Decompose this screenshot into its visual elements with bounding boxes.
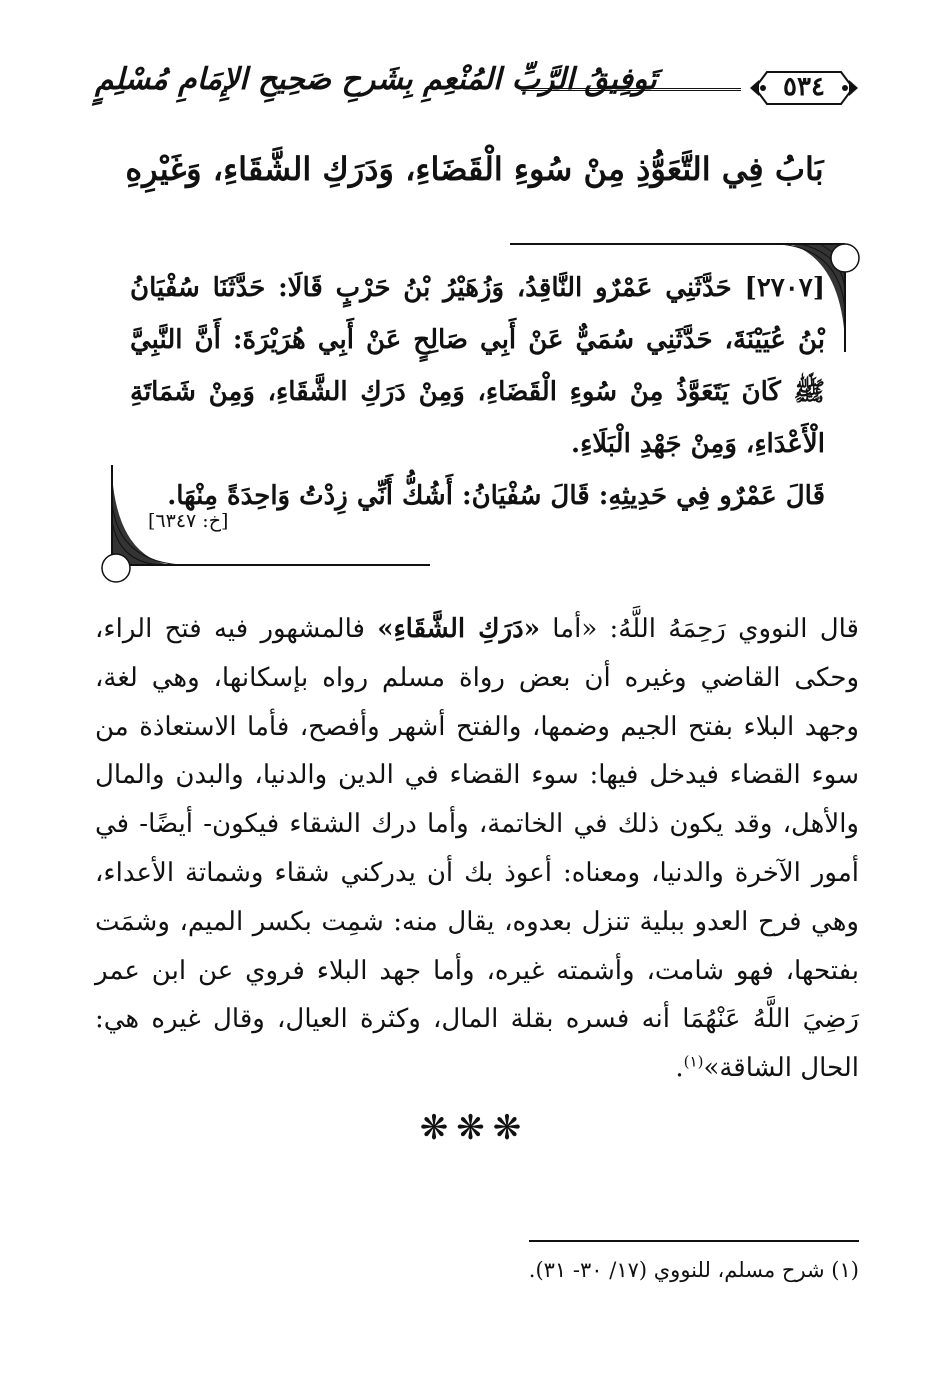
chapter-heading: بَابُ فِي التَّعَوُّذِ مِنْ سُوءِ الْقَضَاءِ، وَدَرَكِ الشَّقَاءِ، وَغَيْرِهِ	[125, 150, 824, 188]
commentary-paragraph	[95, 605, 859, 1093]
footnote-marker[interactable]: (١)	[683, 1052, 704, 1071]
commentary-body: فالمشهور فيه فتح الراء، وحكى القاضي وغيره أن بعض رواة مسلم رواه بإسكانها، وهي لغة، وجهد البلاء بفتح الجيم وضمها، والفتح أشهر وأفصح، فأما الاستعاذة من سوء القضاء فيدخل فيها: سوء القضاء في الدين والدنيا، والبدن والمال والأهل، وقد يكون ذلك في الخاتمة، وأما درك الشقاء فيكون- أيضًا- في أمور الآخرة والدنيا، ومعناه: أعوذ بك أن يدركني شقاء وشماتة الأعداء، وهي فرح العدو ببلية تنزل بعدوه، يقال منه: شمِت بكسر الميم، وشمَت بفتحها، فهو شامت، وأشمته غيره، وأما جهد البلاء فروي عن ابن عمر رَضِيَ اللَّهُ عَنْهُمَا أنه فسره بقلة المال، وكثرة العيال، وقال غيره هي: الحال الشاقة»	[95, 614, 859, 1084]
page-header	[95, 58, 859, 118]
commentary-term: «دَرَكِ الشَّقَاءِ»	[377, 614, 540, 644]
hadith-body: حَدَّثَنِي عَمْرٌو النَّاقِدُ، وَزُهَيْرُ بْنُ حَرْبٍ قَالَا: حَدَّثَنَا سُفْيَانُ بْنُ عُيَيْنَةَ، حَدَّثَنِي سُمَيٌّ عَنْ أَبِي صَالِحٍ عَنْ أَبِي هُرَيْرَةَ: أَنَّ النَّبِيَّ ﷺ كَانَ يَتَعَوَّذُ مِنْ سُوءِ الْقَضَاءِ، وَمِنْ دَرَكِ الشَّقَاءِ، وَمِنْ شَمَاتَةِ الْأَعْدَاءِ، وَمِنْ جَهْدِ الْبَلَاءِ.	[130, 273, 825, 459]
page-number: ٥٣٤	[783, 72, 825, 102]
book-title: تَوفِيقُ الرَّبِّ المُنْعِمِ بِشَرحِ صَحِيحِ الإِمَامِ مُسْلِمٍ	[95, 62, 657, 97]
commentary-intro: قال النووي رَحِمَهُ اللَّهُ: «أما	[539, 614, 859, 644]
section-separator: ❋❋❋	[419, 1108, 530, 1148]
page-number-box	[749, 66, 859, 110]
footnote: (١) شرح مسلم، للنووي (١٧/ ٣٠- ٣١).	[528, 1258, 859, 1282]
hadith-number: [٢٧٠٧]	[744, 273, 825, 303]
hadith-box	[100, 240, 860, 585]
commentary-end: .	[675, 1053, 684, 1084]
hadith-reference: [خ: ٦٣٤٧]	[148, 510, 229, 532]
hadith-text	[130, 262, 825, 522]
hadith-note: قَالَ عَمْرٌو فِي حَدِيثِهِ: قَالَ سُفْيَانُ: أَشُكُّ أَنِّي زِدْتُ وَاحِدَةً مِنْهَا.	[167, 481, 825, 511]
footnote-rule	[529, 1240, 859, 1242]
